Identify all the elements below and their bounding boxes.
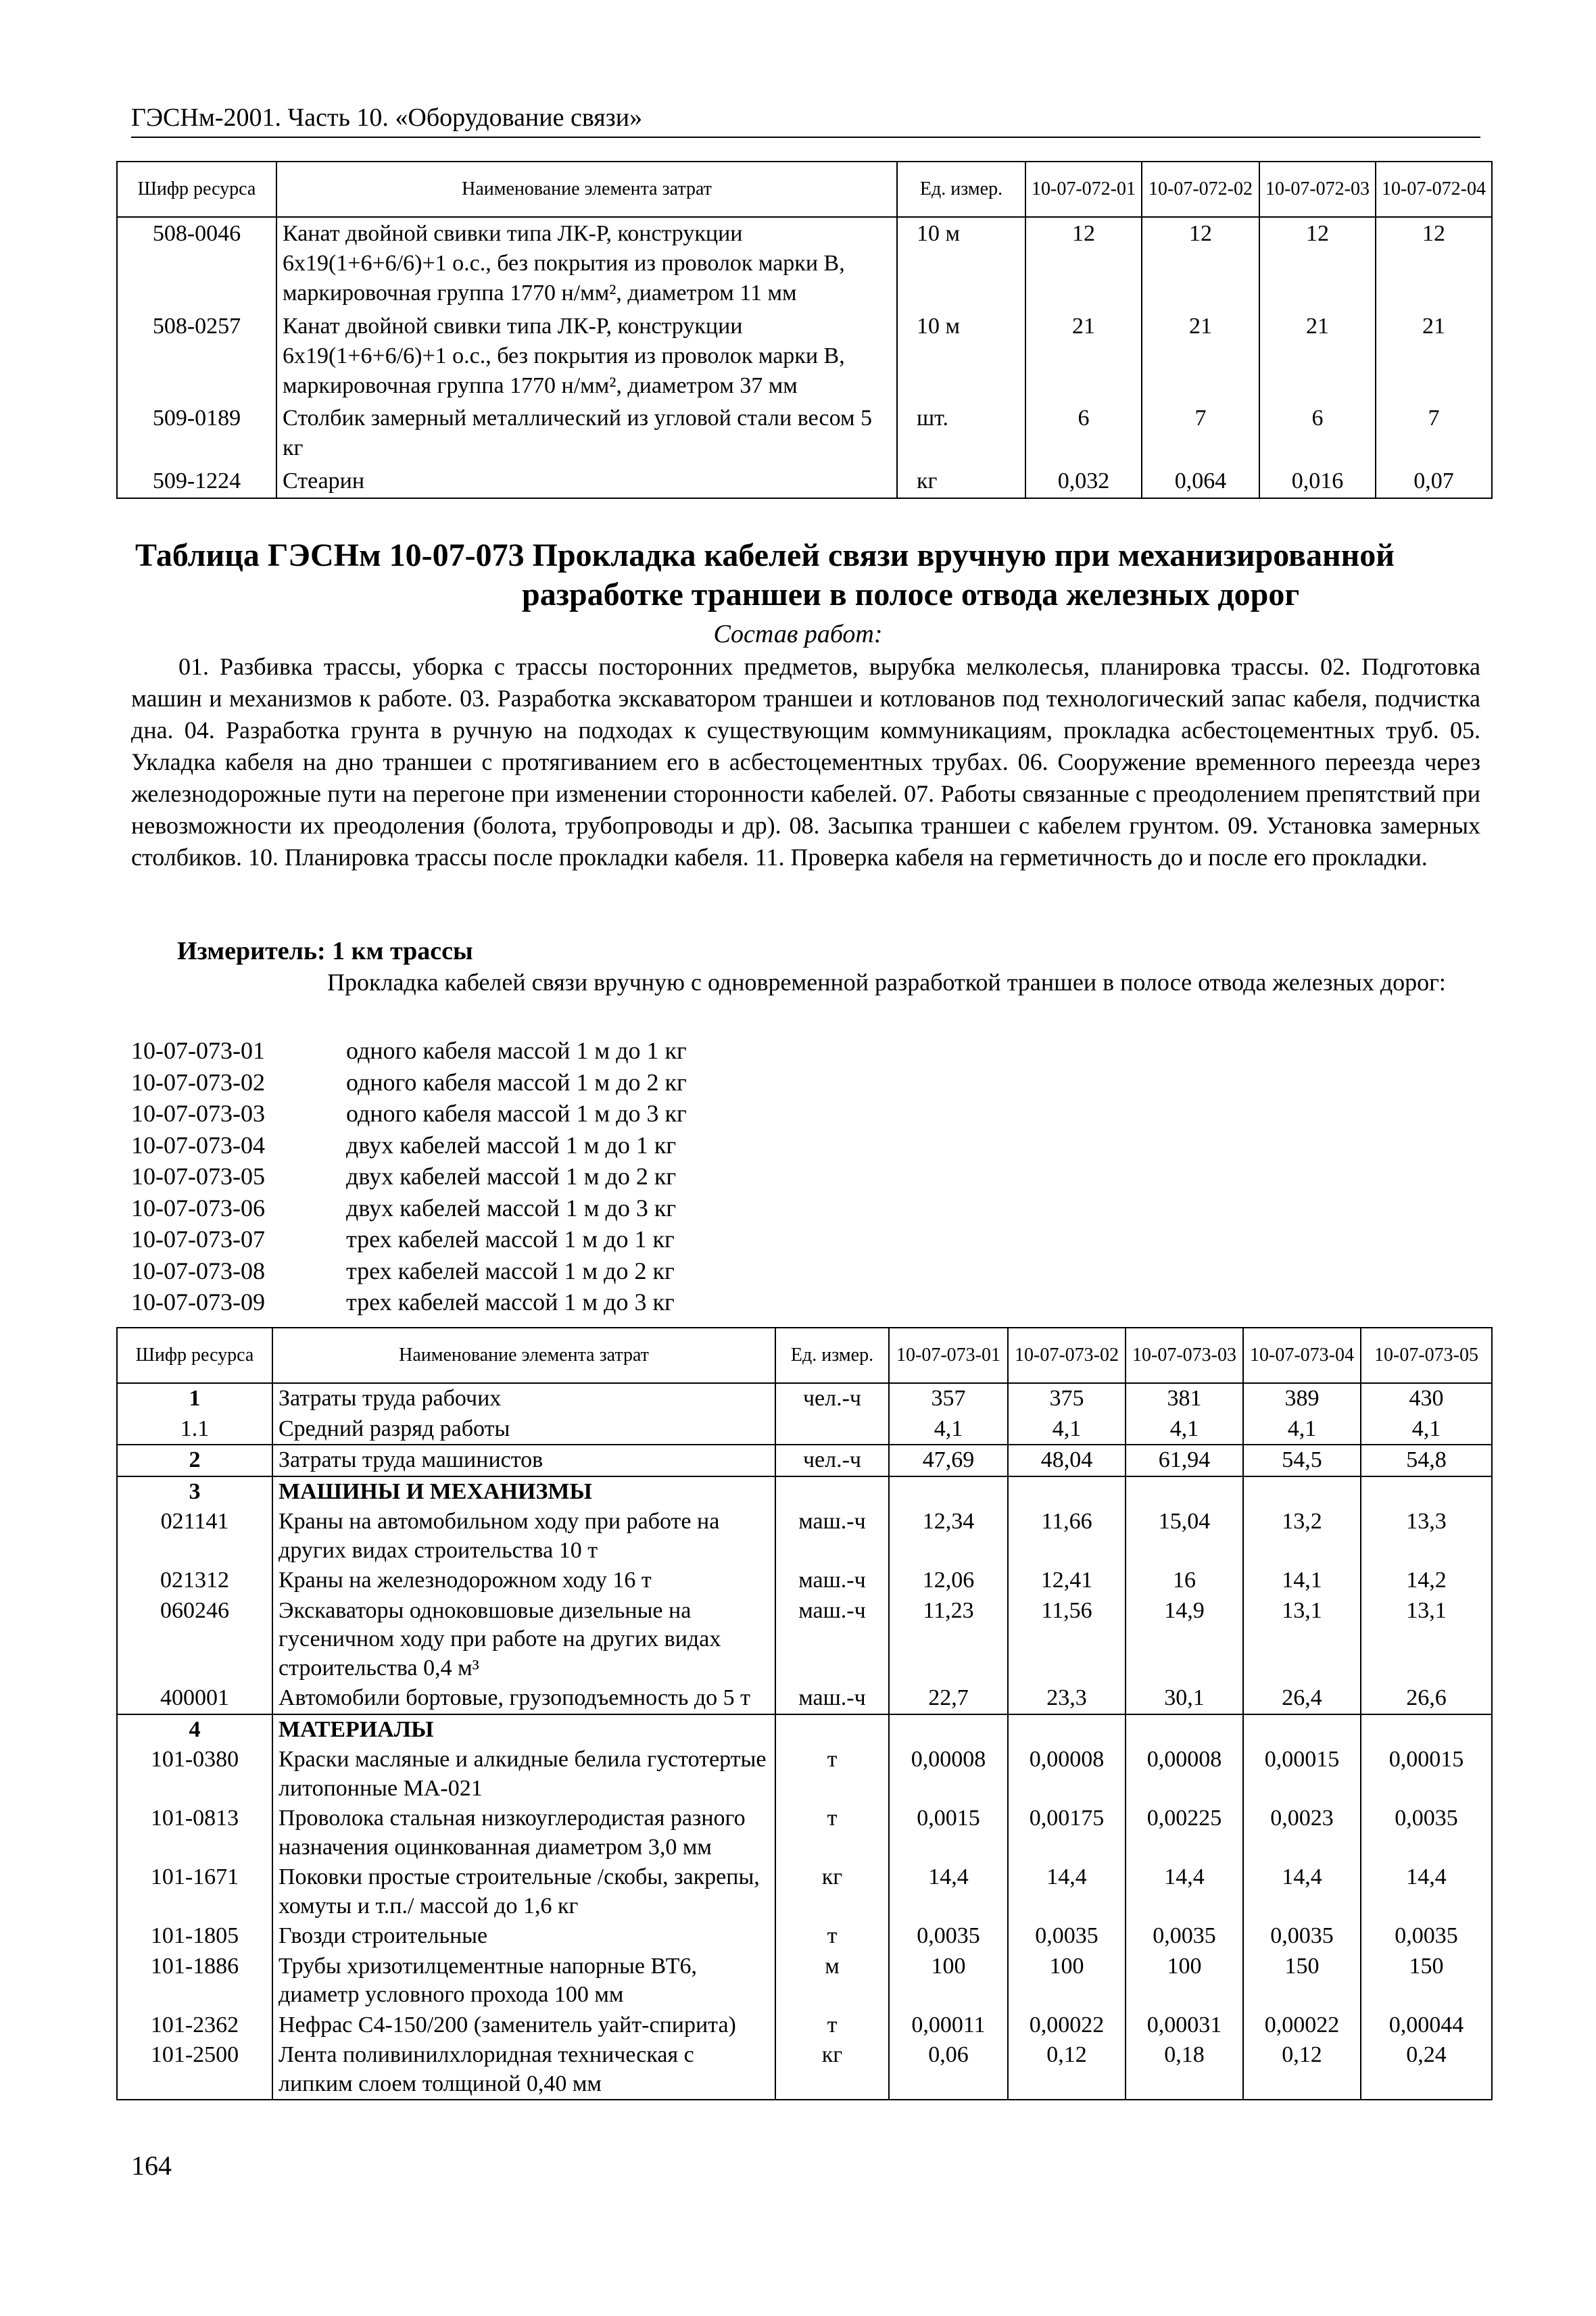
resource-code: 1: [117, 1383, 272, 1414]
cost-element-name: Краны на железнодорожном ходу 16 т: [272, 1566, 775, 1596]
unit: т: [775, 2010, 889, 2041]
value-cell: 14,9: [1126, 1596, 1243, 1684]
table-row: [117, 1445, 1492, 1476]
variant-description: одного кабеля массой 1 м до 3 кг: [346, 1100, 687, 1127]
value-cell: 0,12: [1243, 2040, 1361, 2100]
value-cell: 100: [889, 1952, 1008, 2010]
value-cell: 11,56: [1008, 1596, 1126, 1684]
table-row: [117, 1476, 1492, 1507]
value-cell: 0,0035: [1126, 1921, 1243, 1952]
resource-code: 508-0046: [117, 217, 276, 310]
variant-code: 10-07-073-03: [131, 1100, 265, 1127]
header-unit: Ед. измер.: [775, 1328, 889, 1383]
value-cell: 21: [1025, 310, 1142, 403]
resource-code: 508-0257: [117, 310, 276, 403]
value-cell: 0,00011: [889, 2010, 1008, 2041]
unit: м: [775, 1952, 889, 2010]
resource-code: 060246: [117, 1596, 272, 1684]
unit: [775, 1476, 889, 1507]
table-row: [117, 1921, 1492, 1952]
variant-item: [131, 1224, 687, 1255]
header-variant: 10-07-073-01: [889, 1328, 1008, 1383]
variant-code: 10-07-073-01: [131, 1037, 265, 1064]
variant-description: двух кабелей массой 1 м до 2 кг: [346, 1163, 677, 1190]
header-variant: 10-07-073-05: [1361, 1328, 1492, 1383]
resource-code: 101-1886: [117, 1952, 272, 2010]
cost-element-name: Краны на автомобильном ходу при работе на других видах строительства 10 т: [272, 1507, 775, 1566]
variants-intro: Прокладка кабелей связи вручную с одновременной разработкой траншеи в полосе отвода железных дорог:: [327, 969, 1446, 996]
resource-code: 509-0189: [117, 402, 276, 464]
table-row: [117, 2010, 1492, 2041]
variant-description: двух кабелей массой 1 м до 1 кг: [346, 1131, 677, 1159]
resource-code: 509-1224: [117, 465, 276, 498]
value-cell: 14,4: [1243, 1862, 1361, 1921]
cost-element-name: Проволока стальная низкоуглеродистая разного назначения оцинкованная диаметром 3,0 мм: [272, 1804, 775, 1862]
value-cell: 26,4: [1243, 1683, 1361, 1714]
unit: т: [775, 1804, 889, 1862]
resource-code: 021141: [117, 1507, 272, 1566]
header-variant: 10-07-073-04: [1243, 1328, 1361, 1383]
variant-item: [131, 1255, 687, 1287]
value-cell: 4,1: [1361, 1414, 1492, 1445]
value-cell: 4,1: [889, 1414, 1008, 1445]
table-row: [117, 310, 1492, 403]
table-row: [117, 402, 1492, 464]
value-cell: 0,00022: [1008, 2010, 1126, 2041]
value-cell: 21: [1376, 310, 1492, 403]
value-cell: [1361, 1714, 1492, 1745]
value-cell: 12,06: [889, 1566, 1008, 1596]
table-row: [117, 2040, 1492, 2100]
resource-code: 101-2500: [117, 2040, 272, 2100]
value-cell: 0,0035: [1008, 1921, 1126, 1952]
value-cell: 14,4: [1126, 1862, 1243, 1921]
value-cell: 30,1: [1126, 1683, 1243, 1714]
cost-element-name: Столбик замерный металлический из угловой стали весом 5 кг: [276, 402, 897, 464]
value-cell: 0,00015: [1243, 1745, 1361, 1804]
value-cell: 375: [1008, 1383, 1126, 1414]
value-cell: 14,2: [1361, 1566, 1492, 1596]
value-cell: [1126, 1714, 1243, 1745]
variant-item: [131, 1067, 687, 1099]
value-cell: 0,0035: [1243, 1921, 1361, 1952]
value-cell: 100: [1008, 1952, 1126, 2010]
composition-text: 01. Разбивка трассы, уборка с трассы посторонних предметов, вырубка мелколесья, планировка трассы. 02. Подготовка машин и механизмов к работе. 03. Разработка экскаватором траншеи и котлованов под технологический запас кабеля, подчистка дна. 04. Разработка грунта в ручную на подходах к существующим коммуникациям, прокладка асбестоцементных труб. 05. Укладка кабеля на дно траншеи с протягиванием его в асбестоцементных трубах. 06. Сооружение временного переезда через железнодорожные пути на перегоне при изменении сторонности кабелей. 07. Работы связанные с преодолением препятствий при невозможности их преодоления (болота, трубопроводы и др). 08. Засыпка траншеи с кабелем грунтом. 09. Установка замерных столбиков. 10. Планировка трассы после прокладки кабеля. 11. Проверка кабеля на герметичность до и после его прокладки.: [131, 653, 1480, 871]
value-cell: 4,1: [1126, 1414, 1243, 1445]
value-cell: 0,00044: [1361, 2010, 1492, 2041]
cost-element-name: Канат двойной свивки типа ЛК-Р, конструкции 6х19(1+6+6/6)+1 о.с., без покрытия из проволок марки В, маркировочная группа 1770 н/мм², диаметром 37 мм: [276, 310, 897, 403]
value-cell: 0,00008: [1008, 1745, 1126, 1804]
value-cell: 0,00008: [889, 1745, 1008, 1804]
table-row: [117, 1862, 1492, 1921]
value-cell: 14,1: [1243, 1566, 1361, 1596]
value-cell: 47,69: [889, 1445, 1008, 1476]
value-cell: 0,24: [1361, 2040, 1492, 2100]
value-cell: 381: [1126, 1383, 1243, 1414]
cost-element-name: Затраты труда машинистов: [272, 1445, 775, 1476]
variant-description: трех кабелей массой 1 м до 2 кг: [346, 1257, 675, 1284]
unit: 10 м: [897, 310, 1025, 403]
cost-element-name: Нефрас С4-150/200 (заменитель уайт-спирита): [272, 2010, 775, 2041]
table-row: [117, 217, 1492, 310]
table-row: [117, 1683, 1492, 1714]
table-row: [117, 1566, 1492, 1596]
table-row: [117, 1745, 1492, 1804]
value-cell: 12: [1259, 217, 1376, 310]
table-title-line-2: разработке траншеи в полосе отвода железных дорог: [522, 576, 1300, 612]
variant-item: [131, 1286, 687, 1318]
unit: маш.-ч: [775, 1507, 889, 1566]
header-variant: 10-07-072-04: [1376, 162, 1492, 217]
value-cell: [889, 1476, 1008, 1507]
value-cell: 0,12: [1008, 2040, 1126, 2100]
cost-element-name: Канат двойной свивки типа ЛК-Р, конструкции 6х19(1+6+6/6)+1 о.с., без покрытия из проволок марки В, маркировочная группа 1770 н/мм², диаметром 11 мм: [276, 217, 897, 310]
value-cell: 22,7: [889, 1683, 1008, 1714]
value-cell: 0,0035: [1361, 1804, 1492, 1862]
cost-element-name: Лента поливинилхлоридная техническая с липким слоем толщиной 0,40 мм: [272, 2040, 775, 2100]
value-cell: [889, 1714, 1008, 1745]
resource-code: 400001: [117, 1683, 272, 1714]
table-row: [117, 1804, 1492, 1862]
variant-item: [131, 1035, 687, 1067]
header-variant: 10-07-072-01: [1025, 162, 1142, 217]
value-cell: [1008, 1714, 1126, 1745]
value-cell: 0,06: [889, 2040, 1008, 2100]
resource-code: 101-0813: [117, 1804, 272, 1862]
value-cell: 100: [1126, 1952, 1243, 2010]
variant-code: 10-07-073-05: [131, 1163, 265, 1190]
resource-code: 021312: [117, 1566, 272, 1596]
variant-code: 10-07-073-06: [131, 1194, 265, 1222]
unit: т: [775, 1921, 889, 1952]
resource-table-073: [116, 1327, 1493, 2100]
value-cell: 0,032: [1025, 465, 1142, 498]
value-cell: 54,5: [1243, 1445, 1361, 1476]
variant-description: одного кабеля массой 1 м до 1 кг: [346, 1037, 687, 1064]
value-cell: 430: [1361, 1383, 1492, 1414]
value-cell: 0,00015: [1361, 1745, 1492, 1804]
unit: кг: [775, 1862, 889, 1921]
value-cell: 0,0015: [889, 1804, 1008, 1862]
value-cell: 0,064: [1142, 465, 1259, 498]
header-cost-element: Наименование элемента затрат: [272, 1328, 775, 1383]
table-row: [117, 1714, 1492, 1745]
cost-element-name: Средний разряд работы: [272, 1414, 775, 1445]
meter-label: Измеритель: 1 км трассы: [177, 937, 473, 965]
header-variant: 10-07-072-03: [1259, 162, 1376, 217]
unit: маш.-ч: [775, 1596, 889, 1684]
value-cell: 14,4: [1008, 1862, 1126, 1921]
value-cell: 0,0035: [1361, 1921, 1492, 1952]
unit: [775, 1714, 889, 1745]
header-resource-code: Шифр ресурса: [117, 1328, 272, 1383]
value-cell: 6: [1259, 402, 1376, 464]
value-cell: 4,1: [1243, 1414, 1361, 1445]
resource-table-072: [116, 161, 1493, 499]
value-cell: 13,2: [1243, 1507, 1361, 1566]
value-cell: 6: [1025, 402, 1142, 464]
resource-code: 3: [117, 1476, 272, 1507]
value-cell: 26,6: [1361, 1683, 1492, 1714]
variant-description: трех кабелей массой 1 м до 3 кг: [346, 1288, 675, 1316]
value-cell: 0,00022: [1243, 2010, 1361, 2041]
value-cell: 0,016: [1259, 465, 1376, 498]
value-cell: 13,1: [1243, 1596, 1361, 1684]
value-cell: 21: [1142, 310, 1259, 403]
value-cell: 0,00031: [1126, 2010, 1243, 2041]
unit: 10 м: [897, 217, 1025, 310]
cost-element-name: Автомобили бортовые, грузоподъемность до 5 т: [272, 1683, 775, 1714]
unit: чел.-ч: [775, 1383, 889, 1414]
value-cell: 150: [1243, 1952, 1361, 2010]
value-cell: 11,66: [1008, 1507, 1126, 1566]
value-cell: [1243, 1714, 1361, 1745]
variant-item: [131, 1130, 687, 1161]
unit: чел.-ч: [775, 1445, 889, 1476]
cost-element-name: Затраты труда рабочих: [272, 1383, 775, 1414]
resource-code: 101-1671: [117, 1862, 272, 1921]
header-variant: 10-07-072-02: [1142, 162, 1259, 217]
variant-item: [131, 1098, 687, 1130]
header-unit: Ед. измер.: [897, 162, 1025, 217]
resource-code: 2: [117, 1445, 272, 1476]
unit: т: [775, 1745, 889, 1804]
variant-code: 10-07-073-08: [131, 1257, 265, 1284]
variant-code: 10-07-073-04: [131, 1131, 265, 1159]
table-row: [117, 1596, 1492, 1684]
page-number: 164: [131, 2150, 172, 2181]
composition-title: Состав работ:: [713, 620, 883, 648]
unit: шт.: [897, 402, 1025, 464]
value-cell: 389: [1243, 1383, 1361, 1414]
resource-code: 101-1805: [117, 1921, 272, 1952]
value-cell: 12,34: [889, 1507, 1008, 1566]
variant-code: 10-07-073-09: [131, 1288, 265, 1316]
cost-element-name: Поковки простые строительные /скобы, закрепы, хомуты и т.п./ массой до 1,6 кг: [272, 1862, 775, 1921]
unit: маш.-ч: [775, 1566, 889, 1596]
variant-description: двух кабелей массой 1 м до 3 кг: [346, 1194, 677, 1222]
value-cell: 23,3: [1008, 1683, 1126, 1714]
variant-item: [131, 1161, 687, 1192]
value-cell: 12: [1142, 217, 1259, 310]
table-row: [117, 1414, 1492, 1445]
value-cell: 16: [1126, 1566, 1243, 1596]
value-cell: 0,0035: [889, 1921, 1008, 1952]
value-cell: 0,00175: [1008, 1804, 1126, 1862]
value-cell: 0,07: [1376, 465, 1492, 498]
unit: [775, 1414, 889, 1445]
table-row: [117, 1952, 1492, 2010]
value-cell: 7: [1376, 402, 1492, 464]
value-cell: 0,0023: [1243, 1804, 1361, 1862]
value-cell: 48,04: [1008, 1445, 1126, 1476]
variant-description: одного кабеля массой 1 м до 2 кг: [346, 1068, 687, 1096]
table-row: [117, 465, 1492, 498]
running-header: ГЭСНм-2001. Часть 10. «Оборудование связи»: [131, 103, 1480, 138]
table-title-line-1: Таблица ГЭСНм 10-07-073 Прокладка кабелей связи вручную при механизированной: [135, 537, 1395, 573]
cost-element-name: Краски масляные и алкидные белила густотертые литопонные МА-021: [272, 1745, 775, 1804]
cost-element-name: Гвозди строительные: [272, 1921, 775, 1952]
unit: маш.-ч: [775, 1683, 889, 1714]
resource-code: 4: [117, 1714, 272, 1745]
value-cell: 61,94: [1126, 1445, 1243, 1476]
value-cell: 21: [1259, 310, 1376, 403]
value-cell: 150: [1361, 1952, 1492, 2010]
value-cell: 13,1: [1361, 1596, 1492, 1684]
value-cell: 12: [1025, 217, 1142, 310]
value-cell: 12: [1376, 217, 1492, 310]
variant-description: трех кабелей массой 1 м до 1 кг: [346, 1226, 675, 1253]
variant-code: 10-07-073-02: [131, 1068, 265, 1096]
value-cell: 357: [889, 1383, 1008, 1414]
value-cell: [1243, 1476, 1361, 1507]
header-variant: 10-07-073-03: [1126, 1328, 1243, 1383]
table-title: [128, 536, 1480, 614]
table-row: [117, 1383, 1492, 1414]
value-cell: 4,1: [1008, 1414, 1126, 1445]
resource-code: 101-0380: [117, 1745, 272, 1804]
unit: кг: [775, 2040, 889, 2100]
value-cell: 0,00008: [1126, 1745, 1243, 1804]
value-cell: 7: [1142, 402, 1259, 464]
cost-element-name: Экскаваторы одноковшовые дизельные на гусеничном ходу при работе на других видах строительства 0,4 м³: [272, 1596, 775, 1684]
header-resource-code: Шифр ресурса: [117, 162, 276, 217]
value-cell: 12,41: [1008, 1566, 1126, 1596]
value-cell: 11,23: [889, 1596, 1008, 1684]
resource-code: 1.1: [117, 1414, 272, 1445]
header-variant: 10-07-073-02: [1008, 1328, 1126, 1383]
table-row: [117, 1507, 1492, 1566]
unit: кг: [897, 465, 1025, 498]
value-cell: 54,8: [1361, 1445, 1492, 1476]
variants-list: [131, 1035, 687, 1318]
resource-code: 101-2362: [117, 2010, 272, 2041]
cost-element-name: Трубы хризотилцементные напорные ВТ6, диаметр условного прохода 100 мм: [272, 1952, 775, 2010]
cost-element-name: Стеарин: [276, 465, 897, 498]
value-cell: 0,00225: [1126, 1804, 1243, 1862]
value-cell: [1361, 1476, 1492, 1507]
value-cell: [1008, 1476, 1126, 1507]
variant-item: [131, 1192, 687, 1224]
value-cell: 13,3: [1361, 1507, 1492, 1566]
value-cell: 0,18: [1126, 2040, 1243, 2100]
value-cell: 15,04: [1126, 1507, 1243, 1566]
cost-element-name: МАТЕРИАЛЫ: [272, 1714, 775, 1745]
cost-element-name: МАШИНЫ И МЕХАНИЗМЫ: [272, 1476, 775, 1507]
value-cell: 14,4: [1361, 1862, 1492, 1921]
value-cell: 14,4: [889, 1862, 1008, 1921]
value-cell: [1126, 1476, 1243, 1507]
variant-code: 10-07-073-07: [131, 1226, 265, 1253]
header-cost-element: Наименование элемента затрат: [276, 162, 897, 217]
